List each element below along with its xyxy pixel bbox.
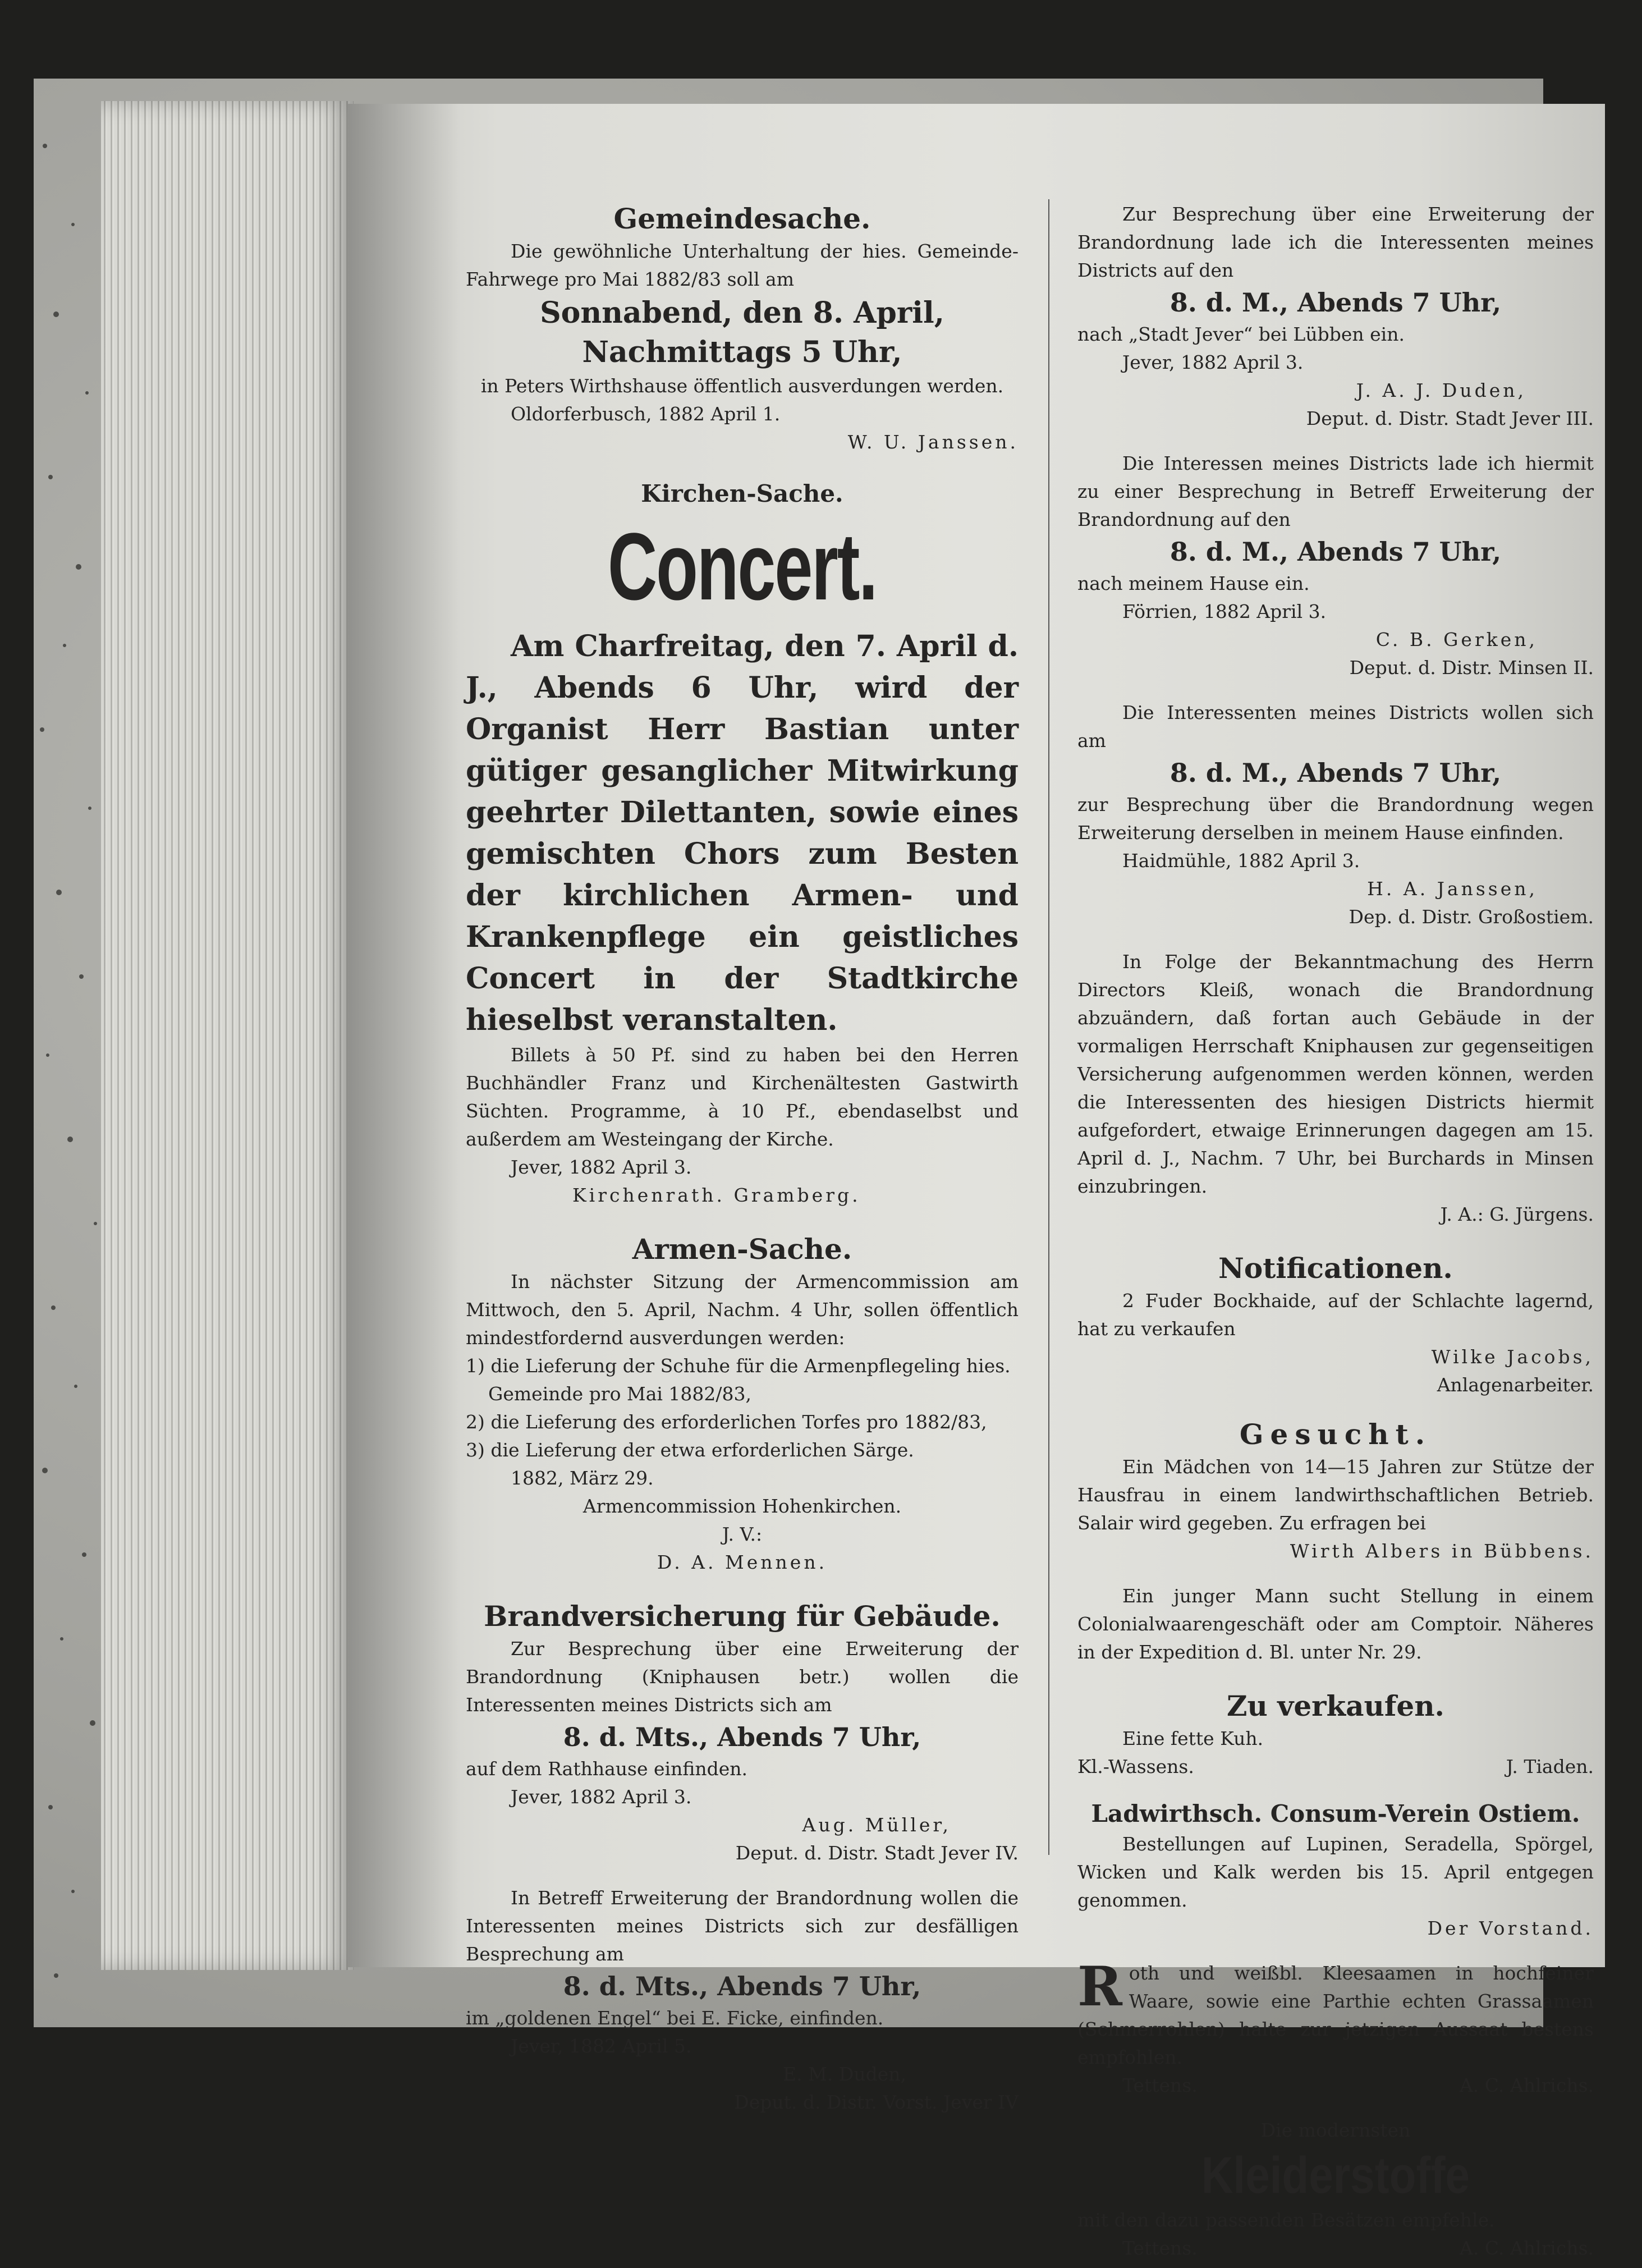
duden-place: nach „Stadt Jever“ bei Lübben ein. (1077, 323, 1405, 345)
brandversicherung-place-date: Jever, 1882 April 3. (511, 1786, 692, 1808)
gerken-signature-role: Deput. d. Distr. Minsen II. (1349, 657, 1594, 679)
speckled-board-texture (34, 79, 107, 2027)
janssen-place-date: Haidmühle, 1882 April 3. (1122, 850, 1360, 872)
ahlrichs-footer (1077, 2072, 1594, 2100)
notice-kirchensache (466, 476, 1019, 1215)
janssen-date: 8. d. M., Abends 7 Uhr, (1169, 758, 1502, 788)
goldener-engel-text: In Betreff Erweiterung der Brandordnung wollen die Interessenten meines Districts sich zur desfälligen Besprechung am (466, 1887, 1019, 1965)
gemeindesache-place: in Peters Wirthshause öffentlich ausverdungen werden. (480, 375, 1004, 397)
gerken-place: nach meinem Hause ein. (1077, 572, 1310, 594)
notice-armensache (466, 1230, 1019, 1582)
kleiderstoffe-place: Tettens. (1122, 2237, 1198, 2259)
notificationen-signature-role: Anlagenarbeiter. (1437, 1374, 1594, 1396)
heading-notificationen: Notificationen. (1218, 1252, 1453, 1285)
notice-gerken-meeting (1077, 448, 1594, 688)
brandversicherung-signature-role: Deput. d. Distr. Stadt Jever IV. (735, 1842, 1019, 1864)
left-column (466, 199, 1019, 2113)
gerken-text: Die Interessen meines Districts lade ich hiermit zu einer Besprechung in Betreff Erweiterung der Brandordnung auf den (1077, 452, 1594, 530)
duden-date: 8. d. M., Abends 7 Uhr, (1169, 287, 1502, 318)
ahlrichs-dropcap: R (1077, 1955, 1122, 2018)
gutter-shadow (348, 104, 460, 1967)
duden-signature-name: J. A. J. Duden, (1356, 379, 1526, 401)
heading-armensache: Armen-Sache. (632, 1232, 852, 1266)
notice-juergens (1077, 947, 1594, 1234)
janssen-text: Die Interessenten meines Districts wollen sich am (1077, 702, 1594, 752)
heading-kirchensache: Kirchen-Sache. (641, 480, 843, 507)
book-page-edges (101, 101, 354, 1970)
janssen-signature-role: Dep. d. Distr. Großostiem. (1349, 906, 1594, 928)
gemeindesache-text: Die gewöhnliche Unterhaltung der hies. Gemeinde-Fahrwege pro Mai 1882/83 soll am (466, 240, 1019, 290)
armensache-signature: D. A. Mennen. (657, 1551, 828, 1573)
concert-text: Am Charfreitag, den 7. April d. J., Abends 6 Uhr, wird der Organist Herr Bastian unter gütiger gesanglicher Mitwirkung geehrter Dilettanten, sowie eines gemischten Chors zum Besten der kirchlichen Armen- und Krankenpflege ein geistliches Concert in der Stadtkirche hieselbst veranstalten. (466, 629, 1019, 1037)
notice-brandversicherung (466, 1597, 1019, 1873)
ahlrichs-signature: A. C. Ahlrichs. (1460, 2074, 1594, 2096)
zu-verkaufen-seller: J. Tiaden. (1506, 1756, 1594, 1777)
armensache-date: 1882, März 29. (511, 1467, 654, 1489)
zu-verkaufen-place: Kl.-Wassens. (1077, 1756, 1194, 1777)
notice-kleiderstoffe (1077, 2115, 1594, 2268)
janssen-signature-name: H. A. Janssen, (1367, 878, 1538, 900)
goldener-engel-signature-role: Deput. d. Distr. Vorst. Jever IV (734, 2091, 1019, 2113)
kleiderstoffe-footer (1077, 2234, 1594, 2262)
kleiderstoffe-text: mit den dazu passenden Besätzen empfehle. (1077, 2209, 1495, 2231)
notificationen-text: 2 Fuder Bockhaide, auf der Schlachte lagernd, hat zu verkaufen (1077, 1290, 1594, 1340)
heading-consum-verein: Ladwirthsch. Consum-Verein Ostiem. (1091, 1800, 1580, 1827)
duden-signature-role: Deput. d. Distr. Stadt Jever III. (1306, 407, 1594, 429)
zu-verkaufen-footer (1077, 1753, 1594, 1781)
juergens-text: In Folge der Bekanntmachung des Herrn Directors Kleiß, wonach die Brandordnung abzuändern, daß fortan auch Gebäude in der vormaligen Herrschaft Kniphausen zur gegenseitigen Versicherung aufgenommen werden können, werden die Interessenten des hiesigen Districts hiermit aufgefordert, etwaige Erinnerungen dagegen am 15. April d. J., Nachm. 7 Uhr, bei Burchards in Minsen einzubringen. (1077, 951, 1594, 1197)
heading-gesucht: Gesucht. (1239, 1418, 1432, 1451)
ahlrichs-place: Tettens. (1122, 2074, 1198, 2096)
gesucht-signature: Wirth Albers in Bübbens. (1290, 1540, 1594, 1562)
armensache-text: In nächster Sitzung der Armencommission am Mittwoch, den 5. April, Nachm. 4 Uhr, sollen öffentlich mindestfordernd ausverdungen werden: (466, 1271, 1019, 1349)
gerken-date: 8. d. M., Abends 7 Uhr, (1169, 537, 1502, 567)
notice-ahlrichs-seeds (1077, 1955, 1594, 2105)
armensache-item-1: 1) die Lieferung der Schuhe für die Armenpflegeling hies. Gemeinde pro Mai 1882/83, (466, 1355, 1011, 1405)
brandversicherung-date: 8. d. Mts., Abends 7 Uhr, (563, 1722, 921, 1752)
concert-billets: Billets à 50 Pf. sind zu haben bei den Herren Buchhändler Franz und Kirchenältesten Gastwirth Süchten. Programme, à 10 Pf., ebendaselbst und außerdem am Westeingang der Kirche. (466, 1044, 1019, 1150)
consum-verein-signature: Der Vorstand. (1427, 1917, 1594, 1939)
notice-goldener-engel (466, 1883, 1019, 2122)
gesucht-text: Ein Mädchen von 14—15 Jahren zur Stütze der Hausfrau in einem landwirthschaftlichen Betrieb. Salair wird gegeben. Zu erfragen bei (1077, 1456, 1594, 1534)
goldener-engel-place-date: Jever, 1882 April 5. (511, 2035, 692, 2057)
gerken-place-date: Förrien, 1882 April 3. (1122, 601, 1327, 622)
armensache-item-2: 2) die Lieferung des erforderlichen Torfes pro 1882/83, (466, 1411, 987, 1433)
notice-junger-mann (1077, 1581, 1594, 1672)
consum-verein-text: Bestellungen auf Lupinen, Seradella, Spörgel, Wicken und Kalk werden bis 15. April entgegen genommen. (1077, 1833, 1594, 1911)
gemeindesache-signature: W. U. Janssen. (847, 431, 1019, 453)
ahlrichs-text: oth und weißbl. Kleesaamen in hochfeiner Waare, sowie eine Parthie echten Grassaamen (Schmerrohlen) halte zur jetzigen Aussaat bestens empfohlen. (1077, 1962, 1594, 2068)
janssen-place: zur Besprechung über die Brandordnung wegen Erweiterung derselben in meinem Hause einfinden. (1077, 794, 1594, 844)
heading-brandversicherung: Brandversicherung für Gebäude. (484, 1600, 1001, 1633)
notice-janssen-meeting (1077, 698, 1594, 937)
concert-headline: Concert. (607, 514, 877, 620)
gemeindesache-time: Nachmittags 5 Uhr, (582, 335, 902, 369)
notice-gemeindesache (466, 199, 1019, 462)
heading-zu-verkaufen: Zu verkaufen. (1227, 1689, 1444, 1722)
armensache-commission: Armencommission Hohenkirchen. (583, 1495, 902, 1517)
goldener-engel-signature-name: E. M. Duden, (783, 2063, 906, 2085)
brandversicherung-place: auf dem Rathhause einfinden. (466, 1758, 747, 1780)
goldener-engel-date: 8. d. Mts., Abends 7 Uhr, (563, 1971, 921, 2001)
concert-signature: Kirchenrath. Gramberg. (572, 1184, 861, 1206)
junger-mann-text: Ein junger Mann sucht Stellung in einem Colonialwaarengeschäft oder am Comptoir. Näheres in der Expedition d. Bl. unter Nr. 29. (1077, 1585, 1594, 1663)
gemeindesache-place-date: Oldorferbusch, 1882 April 1. (511, 403, 781, 425)
zu-verkaufen-item: Eine fette Kuh. (1122, 1728, 1264, 1749)
notice-zu-verkaufen (1077, 1687, 1594, 1786)
column-divider (1048, 199, 1049, 1855)
duden-text: Zur Besprechung über eine Erweiterung der Brandordnung lade ich die Interessenten meines Districts auf den (1077, 203, 1594, 281)
brandversicherung-text: Zur Besprechung über eine Erweiterung der Brandordnung (Kniphausen betr.) wollen die Interessenten meines Districts sich am (466, 1638, 1019, 1716)
notice-gesucht (1077, 1415, 1594, 1571)
right-column (1077, 199, 1594, 2259)
gemeindesache-date: Sonnabend, den 8. April, (540, 296, 944, 330)
goldener-engel-place: im „goldenen Engel“ bei E. Ficke, einfinden. (466, 2007, 884, 2029)
brandversicherung-signature-name: Aug. Müller, (802, 1814, 951, 1836)
notificationen-signature-name: Wilke Jacobs, (1431, 1346, 1594, 1368)
kleiderstoffe-signature: A. C. Ahlrichs. (1460, 2237, 1594, 2259)
armensache-item-3: 3) die Lieferung der etwa erforderlichen Särge. (466, 1439, 914, 1461)
heading-gemeindesache: Gemeindesache. (613, 202, 871, 235)
duden-place-date: Jever, 1882 April 3. (1122, 351, 1304, 373)
kleiderstoffe-intro: Die modernsten (1260, 2119, 1411, 2141)
notice-notificationen (1077, 1249, 1594, 1405)
concert-place-date: Jever, 1882 April 3. (511, 1156, 692, 1178)
notice-consum-verein (1077, 1797, 1594, 1948)
armensache-iv: J. V.: (722, 1523, 763, 1545)
kleiderstoffe-headline: Kleiderstoffe (1201, 2147, 1470, 2204)
notice-duden-meeting (1077, 199, 1594, 438)
gerken-signature-name: C. B. Gerken, (1375, 629, 1538, 650)
juergens-signature: J. A.: G. Jürgens. (1440, 1203, 1594, 1225)
